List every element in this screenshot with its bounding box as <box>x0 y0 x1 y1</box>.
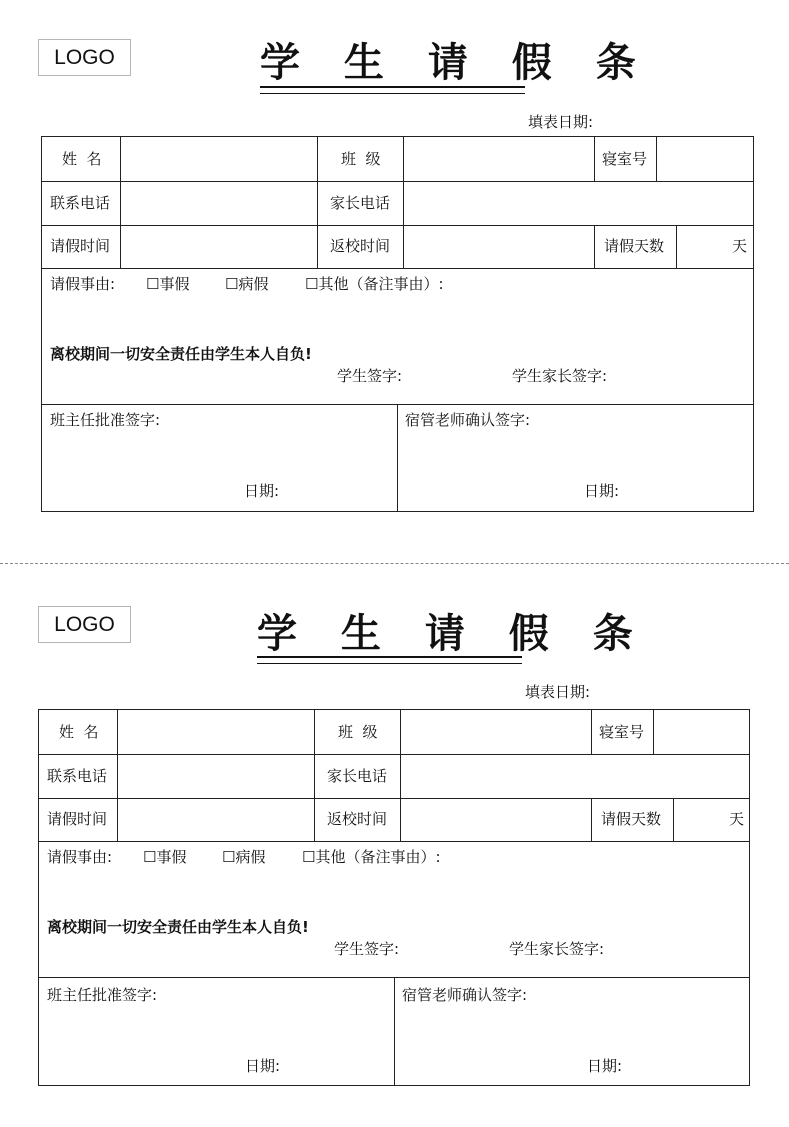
date-label: 日期: <box>244 482 280 500</box>
cut-line <box>0 563 789 564</box>
option-sick-checkbox[interactable]: ☐病假 <box>225 275 269 293</box>
title-underline-secondary <box>260 93 525 94</box>
col-divider <box>656 137 657 181</box>
col-divider <box>400 710 401 841</box>
student-sign-label: 学生签字: <box>337 367 403 385</box>
leave-time-field[interactable] <box>122 226 315 267</box>
date-label: 日期: <box>245 1057 281 1075</box>
leave-table <box>41 136 754 512</box>
dorm-label: 寝室号 <box>602 150 648 168</box>
reason-label: 请假事由: <box>47 848 113 866</box>
form-title: 学 生 请 假 条 <box>257 611 648 657</box>
col-divider <box>403 137 404 268</box>
class-field[interactable] <box>402 711 589 753</box>
parent-phone-label: 家长电话 <box>330 194 391 212</box>
col-divider <box>117 710 118 841</box>
dorm-field[interactable] <box>658 138 752 180</box>
safety-notice: 离校期间一切安全责任由学生本人自负! <box>47 918 309 936</box>
class-label: 班 级 <box>338 723 378 741</box>
leave-time-label: 请假时间 <box>47 810 108 828</box>
leave-days-label: 请假天数 <box>601 810 662 828</box>
dorm-label: 寝室号 <box>599 723 645 741</box>
form-title: 学 生 请 假 条 <box>260 40 651 86</box>
leave-time-label: 请假时间 <box>50 237 111 255</box>
parent-phone-field[interactable] <box>405 182 752 224</box>
safety-notice: 离校期间一切安全责任由学生本人自负! <box>50 345 312 363</box>
row-divider <box>39 841 749 842</box>
logo: LOGO <box>38 39 131 76</box>
return-time-label: 返校时间 <box>327 810 388 828</box>
option-sick-checkbox[interactable]: ☐病假 <box>222 848 266 866</box>
name-label: 姓 名 <box>62 150 102 168</box>
row-divider <box>42 268 753 269</box>
col-divider <box>120 137 121 268</box>
parent-sign-label: 学生家长签字: <box>509 940 605 958</box>
leave-form-2 <box>0 567 789 1127</box>
parent-sign-label: 学生家长签字: <box>512 367 608 385</box>
parent-phone-label: 家长电话 <box>327 767 388 785</box>
date-label: 日期: <box>584 482 620 500</box>
option-personal-checkbox[interactable]: ☐事假 <box>143 848 187 866</box>
option-other-checkbox[interactable]: ☐其他（备注事由）: <box>305 275 444 293</box>
days-unit: 天 <box>732 237 748 255</box>
option-personal-checkbox[interactable]: ☐事假 <box>146 275 190 293</box>
leave-form-1 <box>0 0 789 560</box>
phone-label: 联系电话 <box>50 194 111 212</box>
title-underline <box>260 86 525 88</box>
col-divider <box>673 798 674 841</box>
title-underline <box>257 656 522 658</box>
name-label: 姓 名 <box>59 723 99 741</box>
name-field[interactable] <box>122 138 315 180</box>
col-divider <box>394 977 395 1086</box>
return-time-field[interactable] <box>405 226 592 267</box>
col-divider <box>594 225 595 268</box>
class-label: 班 级 <box>341 150 381 168</box>
phone-label: 联系电话 <box>47 767 108 785</box>
option-other-checkbox[interactable]: ☐其他（备注事由）: <box>302 848 441 866</box>
col-divider <box>317 137 318 268</box>
student-sign-label: 学生签字: <box>334 940 400 958</box>
fill-date-label: 填表日期: <box>528 113 594 131</box>
reason-label: 请假事由: <box>50 275 116 293</box>
leave-table <box>38 709 750 1086</box>
col-divider <box>594 137 595 181</box>
leave-days-label: 请假天数 <box>604 237 665 255</box>
days-unit: 天 <box>729 810 745 828</box>
dorm-teacher-confirm-label: 宿管老师确认签字: <box>405 411 531 429</box>
col-divider <box>591 710 592 754</box>
title-underline-secondary <box>257 663 522 664</box>
name-field[interactable] <box>119 711 312 753</box>
dorm-teacher-confirm-label: 宿管老师确认签字: <box>402 986 528 1004</box>
date-label: 日期: <box>587 1057 623 1075</box>
leave-time-field[interactable] <box>119 799 312 840</box>
col-divider <box>653 710 654 754</box>
col-divider <box>314 710 315 841</box>
teacher-approve-label: 班主任批准签字: <box>50 411 161 429</box>
col-divider <box>591 798 592 841</box>
fill-date-label: 填表日期: <box>525 683 591 701</box>
class-field[interactable] <box>405 138 592 180</box>
parent-phone-field[interactable] <box>402 755 749 797</box>
logo: LOGO <box>38 606 131 643</box>
teacher-approve-label: 班主任批准签字: <box>47 986 158 1004</box>
phone-field[interactable] <box>122 182 315 224</box>
col-divider <box>397 404 398 512</box>
return-time-label: 返校时间 <box>330 237 391 255</box>
phone-field[interactable] <box>119 755 312 797</box>
dorm-field[interactable] <box>655 711 749 753</box>
return-time-field[interactable] <box>402 799 589 840</box>
col-divider <box>676 225 677 268</box>
